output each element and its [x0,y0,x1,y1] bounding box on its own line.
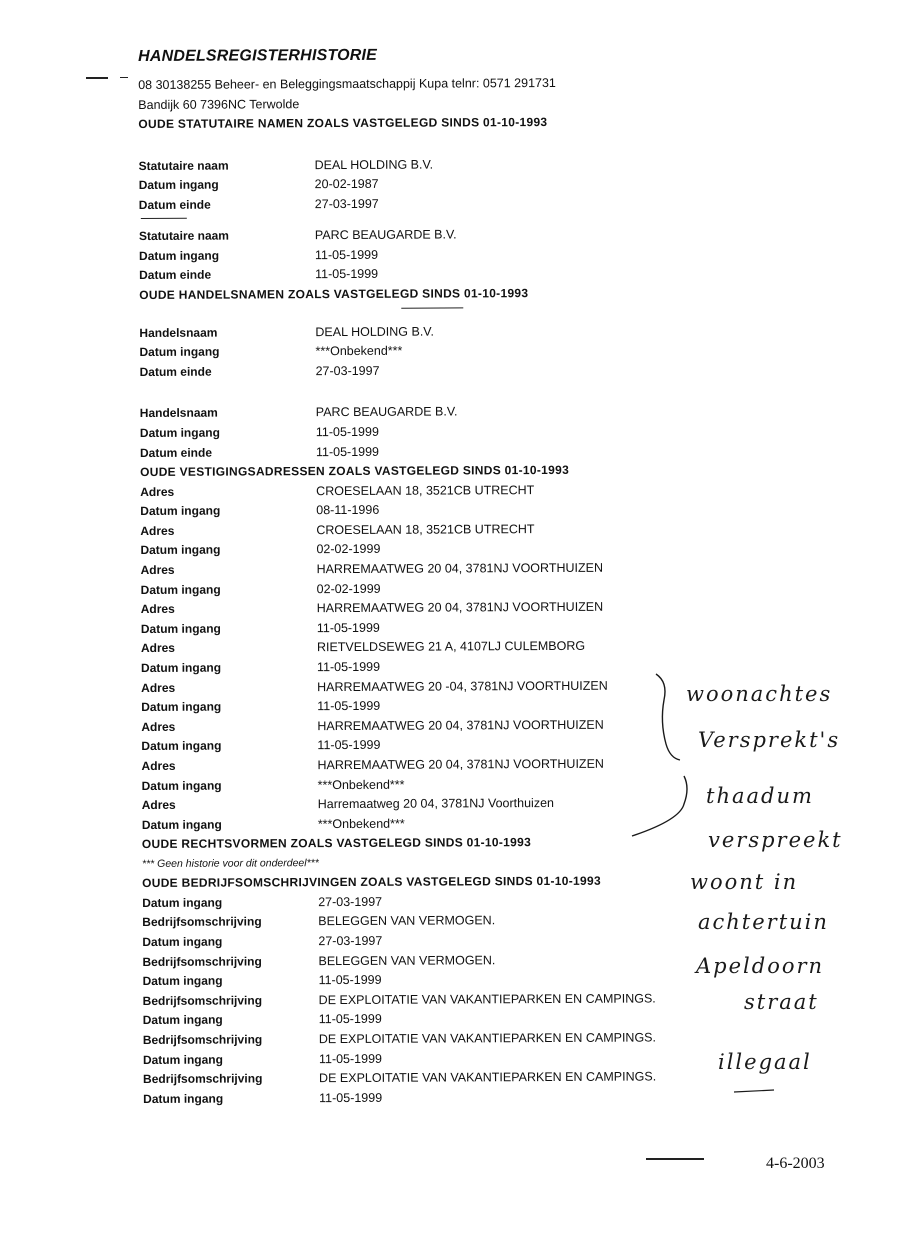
field-value: DEAL HOLDING B.V. [314,157,434,172]
address-line: Bandijk 60 7396NC Terwolde [138,96,300,112]
field-value: DEAL HOLDING B.V. [315,324,434,339]
field-label: Datum ingang [142,1052,223,1067]
section-heading-bedrijfsomschrijvingen: OUDE BEDRIJFSOMSCHRIJVINGEN ZOALS VASTGELEGD SINDS 01-10-1993 [142,874,601,891]
field-value: BELEGGEN VAN VERMOGEN. [318,913,496,929]
field-value: ***Onbekend*** [317,816,405,831]
field-label: Adres [140,523,175,538]
record-row [142,950,702,972]
field-label: Adres [140,602,175,617]
company-line: 08 30138255 Beheer- en Beleggingsmaatschappij Kupa telnr: 0571 291731 [138,75,556,92]
field-value: PARC BEAUGARDE B.V. [314,227,457,243]
field-value: HARREMAATWEG 20 04, 3781NJ VOORTHUIZEN [317,756,604,773]
handwriting-line-1: woonachtes [686,682,833,706]
handwriting-line-9: illegaal [718,1050,812,1074]
record-row [143,1087,703,1109]
field-value: PARC BEAUGARDE B.V. [315,404,458,420]
field-value: 11-05-1999 [316,620,380,635]
record-row [143,969,703,991]
spacer [140,380,700,405]
field-label: Datum ingang [143,1091,224,1106]
field-value: 20-02-1987 [314,176,379,192]
field-label: Datum ingang [140,543,221,558]
record-row [141,578,701,600]
record-row [142,813,702,835]
footer-rule [646,1158,704,1160]
field-label: Datum ingang [141,817,222,832]
field-label: Handelsnaam [139,325,218,340]
record-row [141,695,701,717]
register-history-body [138,45,703,1109]
field-value: HARREMAATWEG 20 04, 3781NJ VOORTHUIZEN [317,717,604,733]
field-label: Adres [140,484,175,499]
field-label: Adres [141,680,176,695]
record-row [139,154,699,176]
field-value: DE EXPLOITATIE VAN VAKANTIEPARKEN EN CAMPINGS. [319,1069,657,1086]
field-label: Datum ingang [140,660,222,675]
field-value: 11-05-1999 [317,738,381,753]
field-label: Bedrijfsomschrijving [142,1032,263,1047]
field-label: Handelsnaam [139,405,218,421]
field-value: 02-02-1999 [316,581,381,596]
field-value: 27-03-1997 [314,196,379,211]
field-value: 11-05-1999 [315,424,379,440]
field-label: Adres [140,562,175,577]
field-label: Datum einde [139,445,213,460]
record-row [143,1028,703,1050]
spacer [138,132,698,157]
record-row [143,1009,703,1031]
margin-mark-small [120,77,128,78]
field-value: DE EXPLOITATIE VAN VAKANTIEPARKEN EN CAMPINGS. [318,1030,656,1047]
handwriting-line-4: verspreekt [708,828,843,852]
record-row [141,558,701,580]
field-label: Datum einde [139,268,212,283]
record-row [140,421,700,443]
section-heading-handelsnamen: OUDE HANDELSNAMEN ZOALS VASTGELEGD SINDS 01-10-1993 [139,286,529,303]
record-row [141,656,701,678]
handwriting-line-5: woont in [690,870,799,894]
field-value: 11-05-1999 [318,1012,382,1027]
field-label: Adres [140,641,175,656]
field-label: Datum ingang [141,738,222,754]
field-label: Datum ingang [138,177,219,193]
field-value: 02-02-1999 [316,542,381,557]
field-value: HARREMAATWEG 20 -04, 3781NJ VOORTHUIZEN [317,678,608,694]
field-value: 11-05-1999 [314,247,379,263]
margin-mark-left [86,77,108,79]
field-value: 11-05-1999 [319,1090,383,1105]
section-heading-vestigingsadressen: OUDE VESTIGINGSADRESSEN ZOALS VASTGELEGD SINDS 01-10-1993 [140,463,570,480]
page-title: HANDELSREGISTERHISTORIE [138,46,378,65]
record-row [139,225,699,247]
record-row [141,735,701,757]
field-label: Datum ingang [140,621,221,636]
field-label: Datum ingang [141,778,222,793]
field-value: 08-11-1996 [316,503,380,518]
field-label: Datum ingang [140,582,221,597]
handwriting-line-7: Apeldoorn [696,954,825,978]
record-row [141,676,701,698]
record-row [139,244,699,266]
footer-date: 4-6-2003 [766,1155,825,1172]
record-row [140,441,700,463]
field-value: DE EXPLOITATIE VAN VAKANTIEPARKEN EN CAMPINGS. [318,991,656,1007]
field-label: Datum einde [138,197,211,212]
field-label: Bedrijfsomschrijving [142,993,263,1008]
field-label: Datum ingang [142,895,223,910]
record-row [141,617,701,639]
field-label: Adres [141,719,176,734]
handwriting-line-6: achtertuin [698,910,829,934]
record-row [139,264,699,286]
field-value: 11-05-1999 [315,267,379,282]
handwriting-line-3: thaadum [706,784,814,808]
field-label: Adres [141,758,176,773]
field-value: Harremaatweg 20 04, 3781NJ Voorthuizen [317,796,554,812]
record-row [142,911,702,933]
record-row [139,173,699,195]
record-row [142,774,702,796]
record-row [140,499,700,521]
field-label: Statutaire naam [138,228,229,244]
field-label: Adres [141,797,176,813]
handwritten-annotation [622,660,882,1120]
record-row [141,637,701,659]
record-row [139,193,699,215]
field-value: 27-03-1997 [318,933,383,949]
field-value: CROESELAAN 18, 3521CB UTRECHT [316,521,535,537]
record-row [141,597,701,619]
record-row [140,360,700,382]
field-label: Bedrijfsomschrijving [142,914,262,930]
field-label: Datum ingang [138,248,220,263]
record-row [140,402,700,424]
handwriting-line-8: straat [744,990,819,1014]
field-value: 27-03-1997 [318,894,383,909]
field-value: 11-05-1999 [317,698,381,714]
field-label: Datum ingang [139,344,220,360]
record-row [143,1048,703,1070]
record-row [142,891,702,913]
field-value: HARREMAATWEG 20 04, 3781NJ VOORTHUIZEN [316,560,604,577]
field-label: Datum ingang [142,934,223,949]
field-value: RIETVELDSEWEG 21 A, 4107LJ CULEMBORG [316,639,586,655]
record-row [140,539,700,561]
record-row [142,930,702,952]
section-heading-statutaire: OUDE STATUTAIRE NAMEN ZOALS VASTGELEGD SINDS 01-10-1993 [138,115,548,131]
field-label: Datum einde [139,364,212,379]
field-label: Bedrijfsomschrijving [142,953,262,969]
field-value: 27-03-1997 [315,363,380,378]
business-description-list [142,891,703,1109]
field-label: Statutaire naam [138,158,229,173]
field-value: CROESELAAN 18, 3521CB UTRECHT [316,482,535,498]
record-row [139,321,699,343]
field-value: 11-05-1999 [316,659,381,675]
no-history-note: *** Geen historie voor dit onderdeel*** [141,856,319,870]
record-row [140,519,700,541]
field-value: 11-05-1999 [318,973,382,988]
field-label: Datum ingang [141,699,222,715]
record-row [141,754,701,776]
record-row [142,793,702,815]
section-heading-rechtsvormen: OUDE RECHTSVORMEN ZOALS VASTGELEGD SINDS 01-10-1993 [141,835,532,852]
field-value: ***Onbekend*** [317,777,405,792]
field-label: Datum ingang [140,503,221,519]
field-label: Datum ingang [139,425,220,440]
field-value: HARREMAATWEG 20 04, 3781NJ VOORTHUIZEN [316,599,604,616]
field-value: 11-05-1999 [318,1051,382,1066]
field-value: 11-05-1999 [315,444,380,459]
address-history-list [140,480,702,835]
record-row [139,340,699,362]
record-row [143,989,703,1011]
handwriting-line-2: Versprekt's [698,728,841,752]
field-label: Datum ingang [142,1012,223,1028]
field-value: BELEGGEN VAN VERMOGEN. [318,952,496,968]
field-label: Bedrijfsomschrijving [143,1071,263,1087]
record-row [141,715,701,737]
field-value: ***Onbekend*** [315,343,403,359]
record-row [140,480,700,502]
record-row [143,1067,703,1089]
field-label: Datum ingang [142,973,223,989]
